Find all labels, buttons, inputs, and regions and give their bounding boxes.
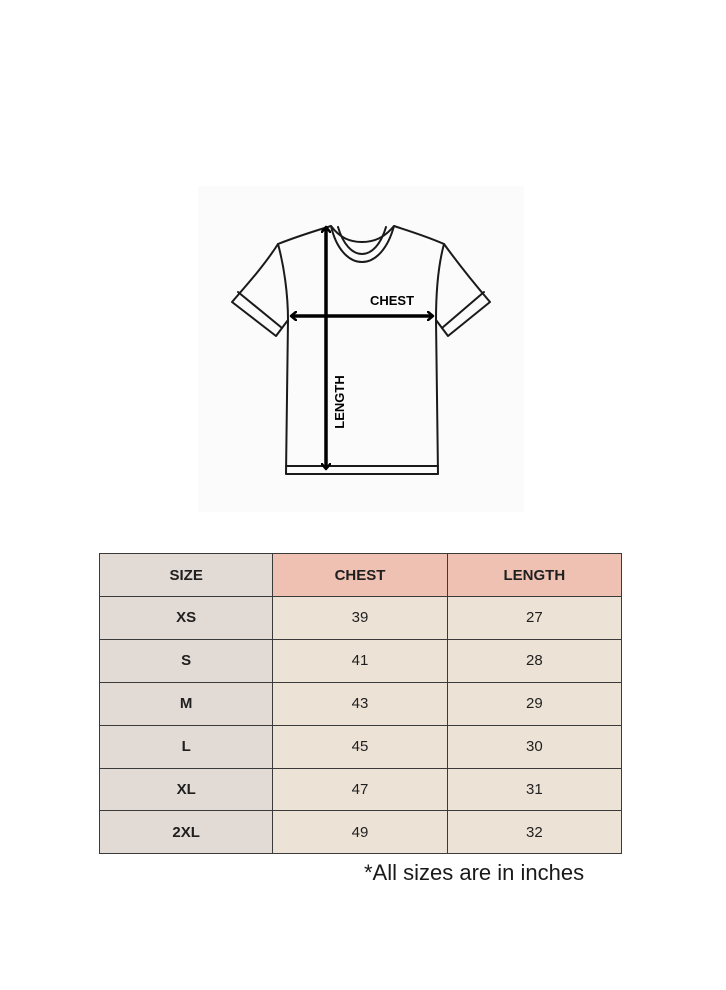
length-cell: 29 [447,682,621,725]
length-cell: 32 [447,811,621,854]
length-cell: 28 [447,639,621,682]
chest-cell: 49 [273,811,447,854]
length-label: LENGTH [332,375,347,429]
chest-cell: 47 [273,768,447,811]
tshirt-diagram [198,186,524,512]
table-row [100,682,622,725]
chest-cell: 41 [273,639,447,682]
table-row [100,768,622,811]
size-cell: XS [100,597,273,640]
length-cell: 27 [447,597,621,640]
chest-cell: 39 [273,597,447,640]
size-cell: 2XL [100,811,273,854]
size-cell: L [100,725,273,768]
chest-column-header: CHEST [273,554,447,597]
table-row [100,725,622,768]
size-cell: M [100,682,273,725]
chest-cell: 45 [273,725,447,768]
length-cell: 30 [447,725,621,768]
size-column-header: SIZE [100,554,273,597]
units-footnote: *All sizes are in inches [364,860,585,885]
chest-label: CHEST [369,293,415,308]
table-header-row [100,554,622,597]
tshirt-outline-icon [232,226,490,474]
table-row [100,811,622,854]
length-column-header: LENGTH [447,554,621,597]
measurement-diagram [198,186,524,512]
table-row [100,597,622,640]
size-cell: XL [100,768,273,811]
size-chart-table [99,553,622,854]
length-cell: 31 [447,768,621,811]
table-row [100,639,622,682]
chest-cell: 43 [273,682,447,725]
size-cell: S [100,639,273,682]
